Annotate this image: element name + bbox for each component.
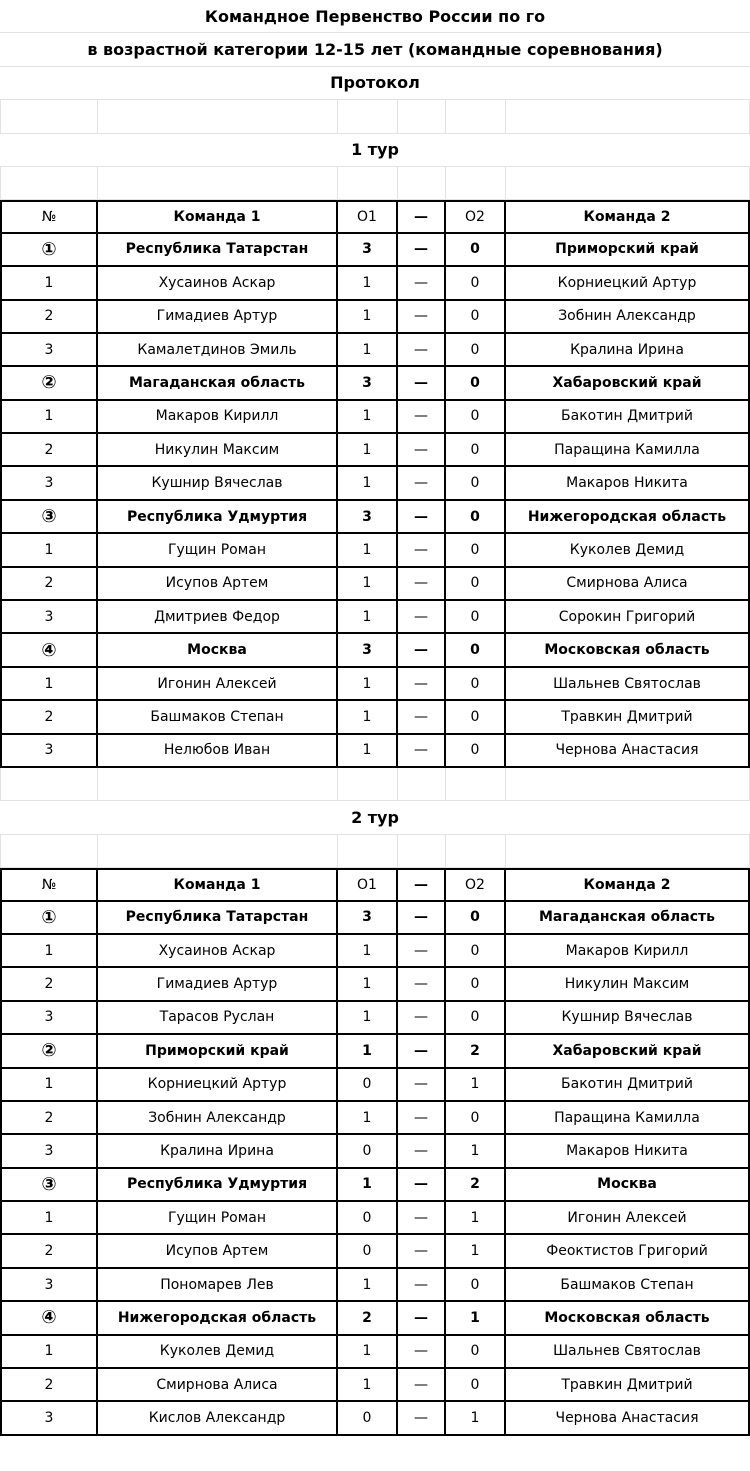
board-row [0, 467, 750, 500]
score2-cell: 0 [446, 267, 506, 300]
score2-cell: 1 [446, 1402, 506, 1435]
score2-cell: 0 [446, 701, 506, 734]
score2-cell: 0 [446, 367, 506, 400]
team1-cell: Хусаинов Аскар [98, 267, 338, 300]
row-number: 2 [0, 701, 98, 734]
rounds-container [0, 100, 750, 1436]
team2-cell: Кушнир Вячеслав [506, 1002, 750, 1035]
match-row [0, 902, 750, 935]
dash-cell: — [398, 902, 446, 935]
title-row-3 [0, 67, 750, 100]
score1-cell: 1 [338, 1369, 398, 1402]
match-row [0, 1035, 750, 1068]
score1-cell: 1 [338, 401, 398, 434]
round-title-row [0, 134, 750, 167]
score1-cell: 1 [338, 668, 398, 701]
score1-cell: 1 [338, 1102, 398, 1135]
team2-cell: Хабаровский край [506, 1035, 750, 1068]
team1-cell: Зобнин Александр [98, 1102, 338, 1135]
team1-cell: Нижегородская область [98, 1302, 338, 1335]
dash-cell: — [398, 1102, 446, 1135]
team1-cell: Дмитриев Федор [98, 601, 338, 634]
empty-cell [0, 768, 98, 801]
dash-cell: — [398, 1269, 446, 1302]
board-row [0, 701, 750, 734]
column-header-o2: О2 [446, 200, 506, 233]
team1-cell: Республика Татарстан [98, 234, 338, 267]
board-row [0, 1336, 750, 1369]
board-row [0, 1069, 750, 1102]
score1-cell: 1 [338, 1002, 398, 1035]
score2-cell: 0 [446, 501, 506, 534]
empty-cell [98, 167, 338, 200]
row-number: ④ [0, 1302, 98, 1335]
team2-cell: Чернова Анастасия [506, 1402, 750, 1435]
dash-cell: — [398, 1235, 446, 1268]
column-header-num: № [0, 868, 98, 901]
team1-cell: Республика Удмуртия [98, 501, 338, 534]
empty-cell [446, 835, 506, 868]
empty-cell [506, 100, 750, 133]
team2-cell: Московская область [506, 634, 750, 667]
dash-cell: — [398, 234, 446, 267]
score2-cell: 0 [446, 735, 506, 768]
score2-cell: 0 [446, 668, 506, 701]
board-row [0, 601, 750, 634]
match-row [0, 1302, 750, 1335]
score1-cell: 0 [338, 1235, 398, 1268]
team1-cell: Кислов Александр [98, 1402, 338, 1435]
team1-cell: Тарасов Руслан [98, 1002, 338, 1035]
row-number: 1 [0, 534, 98, 567]
dash-cell: — [398, 568, 446, 601]
score1-cell: 0 [338, 1402, 398, 1435]
team1-cell: Куколев Демид [98, 1336, 338, 1369]
team2-cell: Смирнова Алиса [506, 568, 750, 601]
team1-cell: Гущин Роман [98, 1202, 338, 1235]
score2-cell: 0 [446, 902, 506, 935]
dash-cell: — [398, 601, 446, 634]
team2-cell: Никулин Максим [506, 968, 750, 1001]
row-number: 3 [0, 334, 98, 367]
row-number: ③ [0, 1169, 98, 1202]
score2-cell: 0 [446, 968, 506, 1001]
round-title: 1 тур [0, 134, 750, 167]
dash-cell: — [398, 701, 446, 734]
team2-cell: Феоктистов Григорий [506, 1235, 750, 1268]
team1-cell: Гимадиев Артур [98, 968, 338, 1001]
team2-cell: Бакотин Дмитрий [506, 401, 750, 434]
row-number: 1 [0, 1202, 98, 1235]
empty-cell [0, 167, 98, 200]
dash-cell: — [398, 501, 446, 534]
board-row [0, 668, 750, 701]
title-row-1 [0, 0, 750, 33]
column-header-team1: Команда 1 [98, 868, 338, 901]
score2-cell: 0 [446, 601, 506, 634]
team2-cell: Московская область [506, 1302, 750, 1335]
board-row [0, 334, 750, 367]
score1-cell: 3 [338, 634, 398, 667]
empty-cell [0, 100, 98, 133]
board-row [0, 1202, 750, 1235]
spacer-row [0, 167, 750, 200]
dash-cell: — [398, 935, 446, 968]
team2-cell: Куколев Демид [506, 534, 750, 567]
board-row [0, 968, 750, 1001]
row-number: 2 [0, 1369, 98, 1402]
team2-cell: Паращина Камилла [506, 434, 750, 467]
score1-cell: 2 [338, 1302, 398, 1335]
score1-cell: 1 [338, 935, 398, 968]
round-title: 2 тур [0, 801, 750, 834]
empty-cell [338, 768, 398, 801]
score1-cell: 1 [338, 267, 398, 300]
score2-cell: 0 [446, 568, 506, 601]
score1-cell: 3 [338, 234, 398, 267]
score2-cell: 0 [446, 434, 506, 467]
dash-cell: — [398, 401, 446, 434]
score2-cell: 0 [446, 1269, 506, 1302]
score2-cell: 0 [446, 534, 506, 567]
row-number: 2 [0, 301, 98, 334]
team1-cell: Исупов Артем [98, 1235, 338, 1268]
team1-cell: Никулин Максим [98, 434, 338, 467]
dash-cell: — [398, 267, 446, 300]
score2-cell: 0 [446, 401, 506, 434]
board-row [0, 935, 750, 968]
score1-cell: 1 [338, 1169, 398, 1202]
row-number: 2 [0, 1102, 98, 1135]
score1-cell: 3 [338, 501, 398, 534]
row-number: 3 [0, 1002, 98, 1035]
dash-cell: — [398, 1402, 446, 1435]
team1-cell: Исупов Артем [98, 568, 338, 601]
column-header-team2: Команда 2 [506, 868, 750, 901]
protocol-title: Протокол [0, 67, 750, 100]
empty-cell [98, 768, 338, 801]
empty-cell [506, 835, 750, 868]
match-row [0, 501, 750, 534]
score1-cell: 1 [338, 334, 398, 367]
score1-cell: 0 [338, 1202, 398, 1235]
team2-cell: Бакотин Дмитрий [506, 1069, 750, 1102]
team2-cell: Зобнин Александр [506, 301, 750, 334]
team1-cell: Кралина Ирина [98, 1135, 338, 1168]
score2-cell: 1 [446, 1235, 506, 1268]
match-row [0, 1169, 750, 1202]
empty-cell [506, 768, 750, 801]
score2-cell: 0 [446, 301, 506, 334]
team2-cell: Шальнев Святослав [506, 668, 750, 701]
team2-cell: Хабаровский край [506, 367, 750, 400]
score2-cell: 2 [446, 1169, 506, 1202]
row-number: ① [0, 902, 98, 935]
dash-cell: — [398, 1369, 446, 1402]
team1-cell: Гущин Роман [98, 534, 338, 567]
score1-cell: 0 [338, 1135, 398, 1168]
row-number: 1 [0, 1069, 98, 1102]
empty-cell [338, 835, 398, 868]
team2-cell: Магаданская область [506, 902, 750, 935]
row-number: 2 [0, 1235, 98, 1268]
team2-cell: Башмаков Степан [506, 1269, 750, 1302]
dash-cell: — [398, 668, 446, 701]
score1-cell: 1 [338, 968, 398, 1001]
row-number: 1 [0, 1336, 98, 1369]
team2-cell: Травкин Дмитрий [506, 701, 750, 734]
column-header-num: № [0, 200, 98, 233]
team1-cell: Нелюбов Иван [98, 735, 338, 768]
team1-cell: Пономарев Лев [98, 1269, 338, 1302]
row-number: 3 [0, 467, 98, 500]
row-number: 1 [0, 267, 98, 300]
team1-cell: Москва [98, 634, 338, 667]
dash-cell: — [398, 968, 446, 1001]
score1-cell: 1 [338, 601, 398, 634]
team2-cell: Кралина Ирина [506, 334, 750, 367]
team2-cell: Паращина Камилла [506, 1102, 750, 1135]
row-number: 3 [0, 601, 98, 634]
score1-cell: 1 [338, 434, 398, 467]
score2-cell: 0 [446, 1002, 506, 1035]
team2-cell: Игонин Алексей [506, 1202, 750, 1235]
team2-cell: Корниецкий Артур [506, 267, 750, 300]
empty-cell [98, 100, 338, 133]
team1-cell: Смирнова Алиса [98, 1369, 338, 1402]
team2-cell: Приморский край [506, 234, 750, 267]
empty-cell [338, 167, 398, 200]
match-row [0, 634, 750, 667]
spacer-row [0, 100, 750, 133]
score1-cell: 1 [338, 301, 398, 334]
board-row [0, 301, 750, 334]
empty-cell [98, 835, 338, 868]
board-row [0, 1269, 750, 1302]
board-row [0, 1135, 750, 1168]
dash-cell: — [398, 1202, 446, 1235]
score1-cell: 1 [338, 735, 398, 768]
table-header-row [0, 868, 750, 901]
dash-cell: — [398, 1302, 446, 1335]
board-row [0, 1235, 750, 1268]
row-number: 2 [0, 568, 98, 601]
team2-cell: Макаров Никита [506, 467, 750, 500]
dash-cell: — [398, 534, 446, 567]
title-row-2 [0, 33, 750, 66]
title-line-2: в возрастной категории 12-15 лет (командные соревнования) [0, 33, 750, 66]
dash-cell: — [398, 1135, 446, 1168]
score1-cell: 3 [338, 367, 398, 400]
empty-cell [398, 100, 446, 133]
column-header-o1: О1 [338, 868, 398, 901]
spacer-row [0, 768, 750, 801]
row-number: 3 [0, 1402, 98, 1435]
score2-cell: 0 [446, 1336, 506, 1369]
team1-cell: Хусаинов Аскар [98, 935, 338, 968]
score2-cell: 1 [446, 1135, 506, 1168]
board-row [0, 1002, 750, 1035]
score2-cell: 0 [446, 1102, 506, 1135]
board-row [0, 267, 750, 300]
board-row [0, 1402, 750, 1435]
dash-cell: — [398, 1035, 446, 1068]
column-header-dash: — [398, 868, 446, 901]
row-number: 3 [0, 1269, 98, 1302]
score2-cell: 2 [446, 1035, 506, 1068]
score2-cell: 0 [446, 234, 506, 267]
score2-cell: 0 [446, 467, 506, 500]
table-header-row [0, 200, 750, 233]
dash-cell: — [398, 1336, 446, 1369]
team2-cell: Шальнев Святослав [506, 1336, 750, 1369]
round-title-row [0, 801, 750, 834]
row-number: 1 [0, 668, 98, 701]
team1-cell: Приморский край [98, 1035, 338, 1068]
column-header-o2: О2 [446, 868, 506, 901]
row-number: ③ [0, 501, 98, 534]
empty-cell [446, 768, 506, 801]
team1-cell: Кушнир Вячеслав [98, 467, 338, 500]
score1-cell: 1 [338, 701, 398, 734]
empty-cell [398, 835, 446, 868]
board-row [0, 735, 750, 768]
score2-cell: 0 [446, 1369, 506, 1402]
row-number: 3 [0, 735, 98, 768]
board-row [0, 434, 750, 467]
empty-cell [0, 835, 98, 868]
dash-cell: — [398, 334, 446, 367]
score2-cell: 0 [446, 334, 506, 367]
score1-cell: 1 [338, 534, 398, 567]
row-number: 2 [0, 968, 98, 1001]
team2-cell: Сорокин Григорий [506, 601, 750, 634]
team1-cell: Корниецкий Артур [98, 1069, 338, 1102]
team1-cell: Магаданская область [98, 367, 338, 400]
board-row [0, 401, 750, 434]
team2-cell: Нижегородская область [506, 501, 750, 534]
row-number: ① [0, 234, 98, 267]
dash-cell: — [398, 301, 446, 334]
team1-cell: Республика Татарстан [98, 902, 338, 935]
team1-cell: Республика Удмуртия [98, 1169, 338, 1202]
score1-cell: 3 [338, 902, 398, 935]
row-number: ② [0, 367, 98, 400]
empty-cell [506, 167, 750, 200]
team2-cell: Москва [506, 1169, 750, 1202]
score1-cell: 1 [338, 467, 398, 500]
empty-cell [446, 100, 506, 133]
dash-cell: — [398, 1002, 446, 1035]
board-row [0, 1102, 750, 1135]
score1-cell: 0 [338, 1069, 398, 1102]
empty-cell [398, 768, 446, 801]
score1-cell: 1 [338, 1336, 398, 1369]
score1-cell: 1 [338, 1035, 398, 1068]
empty-cell [446, 167, 506, 200]
team1-cell: Башмаков Степан [98, 701, 338, 734]
empty-cell [338, 100, 398, 133]
match-row [0, 234, 750, 267]
team2-cell: Макаров Никита [506, 1135, 750, 1168]
team1-cell: Макаров Кирилл [98, 401, 338, 434]
column-header-team2: Команда 2 [506, 200, 750, 233]
dash-cell: — [398, 467, 446, 500]
team2-cell: Чернова Анастасия [506, 735, 750, 768]
score1-cell: 1 [338, 568, 398, 601]
match-row [0, 367, 750, 400]
score2-cell: 0 [446, 634, 506, 667]
dash-cell: — [398, 634, 446, 667]
team1-cell: Гимадиев Артур [98, 301, 338, 334]
team1-cell: Игонин Алексей [98, 668, 338, 701]
team1-cell: Камалетдинов Эмиль [98, 334, 338, 367]
row-number: 1 [0, 935, 98, 968]
board-row [0, 534, 750, 567]
team2-cell: Травкин Дмитрий [506, 1369, 750, 1402]
score2-cell: 1 [446, 1202, 506, 1235]
dash-cell: — [398, 434, 446, 467]
board-row [0, 1369, 750, 1402]
team2-cell: Макаров Кирилл [506, 935, 750, 968]
row-number: ② [0, 1035, 98, 1068]
row-number: 2 [0, 434, 98, 467]
score2-cell: 0 [446, 935, 506, 968]
row-number: ④ [0, 634, 98, 667]
column-header-team1: Команда 1 [98, 200, 338, 233]
board-row [0, 568, 750, 601]
column-header-dash: — [398, 200, 446, 233]
row-number: 1 [0, 401, 98, 434]
score1-cell: 1 [338, 1269, 398, 1302]
score2-cell: 1 [446, 1069, 506, 1102]
empty-cell [398, 167, 446, 200]
dash-cell: — [398, 367, 446, 400]
row-number: 3 [0, 1135, 98, 1168]
column-header-o1: О1 [338, 200, 398, 233]
dash-cell: — [398, 1069, 446, 1102]
score2-cell: 1 [446, 1302, 506, 1335]
dash-cell: — [398, 735, 446, 768]
spacer-row [0, 835, 750, 868]
title-line-1: Командное Первенство России по го [0, 0, 750, 33]
dash-cell: — [398, 1169, 446, 1202]
